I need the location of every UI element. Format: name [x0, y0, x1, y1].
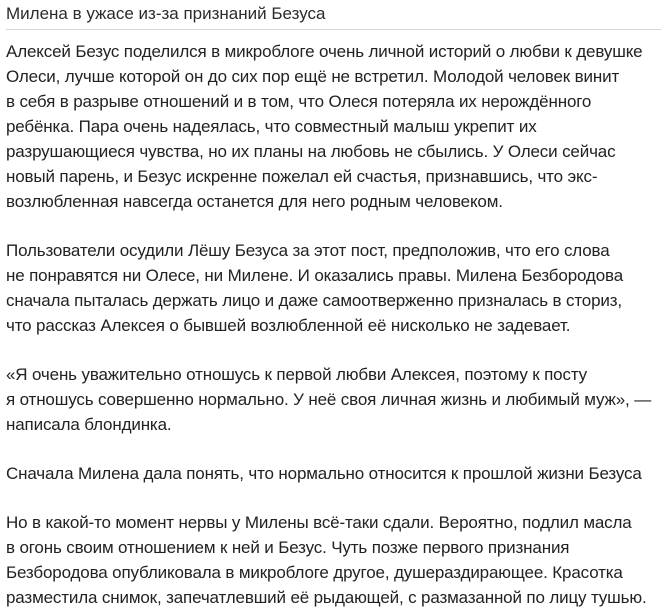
text-line: что рассказ Алексея о бывшей возлюбленной её нисколько не задевает.: [6, 316, 571, 335]
paragraph-5: [6, 510, 666, 610]
text-line: Сначала Милена дала понять, что нормально относится к прошлой жизни Безуса: [6, 464, 642, 483]
text-line: я отношусь совершенно нормально. У неё своя личная жизнь и любимый муж», —: [6, 390, 652, 409]
text-line: Но в какой-то момент нервы у Милены всё-таки сдали. Вероятно, подлил масла: [6, 513, 632, 532]
paragraph-spacer: [6, 437, 666, 461]
text-line: Алексей Безус поделился в микроблоге очень личной историй о любви к девушке: [6, 42, 643, 61]
text-line: написала блондинка.: [6, 415, 172, 434]
text-line: в огонь своим отношением к ней и Безус. Чуть позже первого признания: [6, 538, 570, 557]
text-line: в себя в разрыве отношений и в том, что Олеся потеряла их нерождённого: [6, 92, 592, 111]
text-line: разрушающиеся чувства, но их планы на любовь не сбылись. У Олеси сейчас: [6, 142, 616, 161]
paragraph-spacer: [6, 214, 666, 238]
text-line: Олеси, лучше которой он до сих пор ещё не встретил. Молодой человек винит: [6, 67, 620, 86]
text-line: сначала пыталась держать лицо и даже самоотверженно призналась в сториз,: [6, 291, 622, 310]
paragraph-4: [6, 461, 666, 486]
paragraph-3-quote: [6, 362, 666, 437]
paragraph-spacer: [6, 338, 666, 362]
text-line: Безбородова опубликовала в микроблоге другое, душераздирающее. Красотка: [6, 563, 623, 582]
text-line: не понравятся ни Олесе, ни Милене. И оказались правы. Милена Безбородова: [6, 266, 623, 285]
text-line: новый парень, и Безус искренне пожелал ей счастья, признавшись, что экс-: [6, 167, 598, 186]
text-line: возлюбленная навсегда останется для него родным человеком.: [6, 192, 503, 211]
paragraph-spacer: [6, 486, 666, 510]
text-line: разместила снимок, запечатлевший её рыдающей, с размазанной по лицу тушью.: [6, 588, 647, 607]
article-headline: Милена в ужасе из-за признаний Безуса: [6, 3, 661, 30]
text-line: Пользователи осудили Лёшу Безуса за этот пост, предположив, что его слова: [6, 241, 610, 260]
paragraph-2: [6, 238, 666, 338]
text-line: «Я очень уважительно отношусь к первой любви Алексея, поэтому к посту: [6, 365, 587, 384]
paragraph-1: [6, 39, 666, 214]
article-body: [6, 30, 666, 610]
text-line: ребёнка. Пара очень надеялась, что совместный малыш укрепит их: [6, 117, 537, 136]
